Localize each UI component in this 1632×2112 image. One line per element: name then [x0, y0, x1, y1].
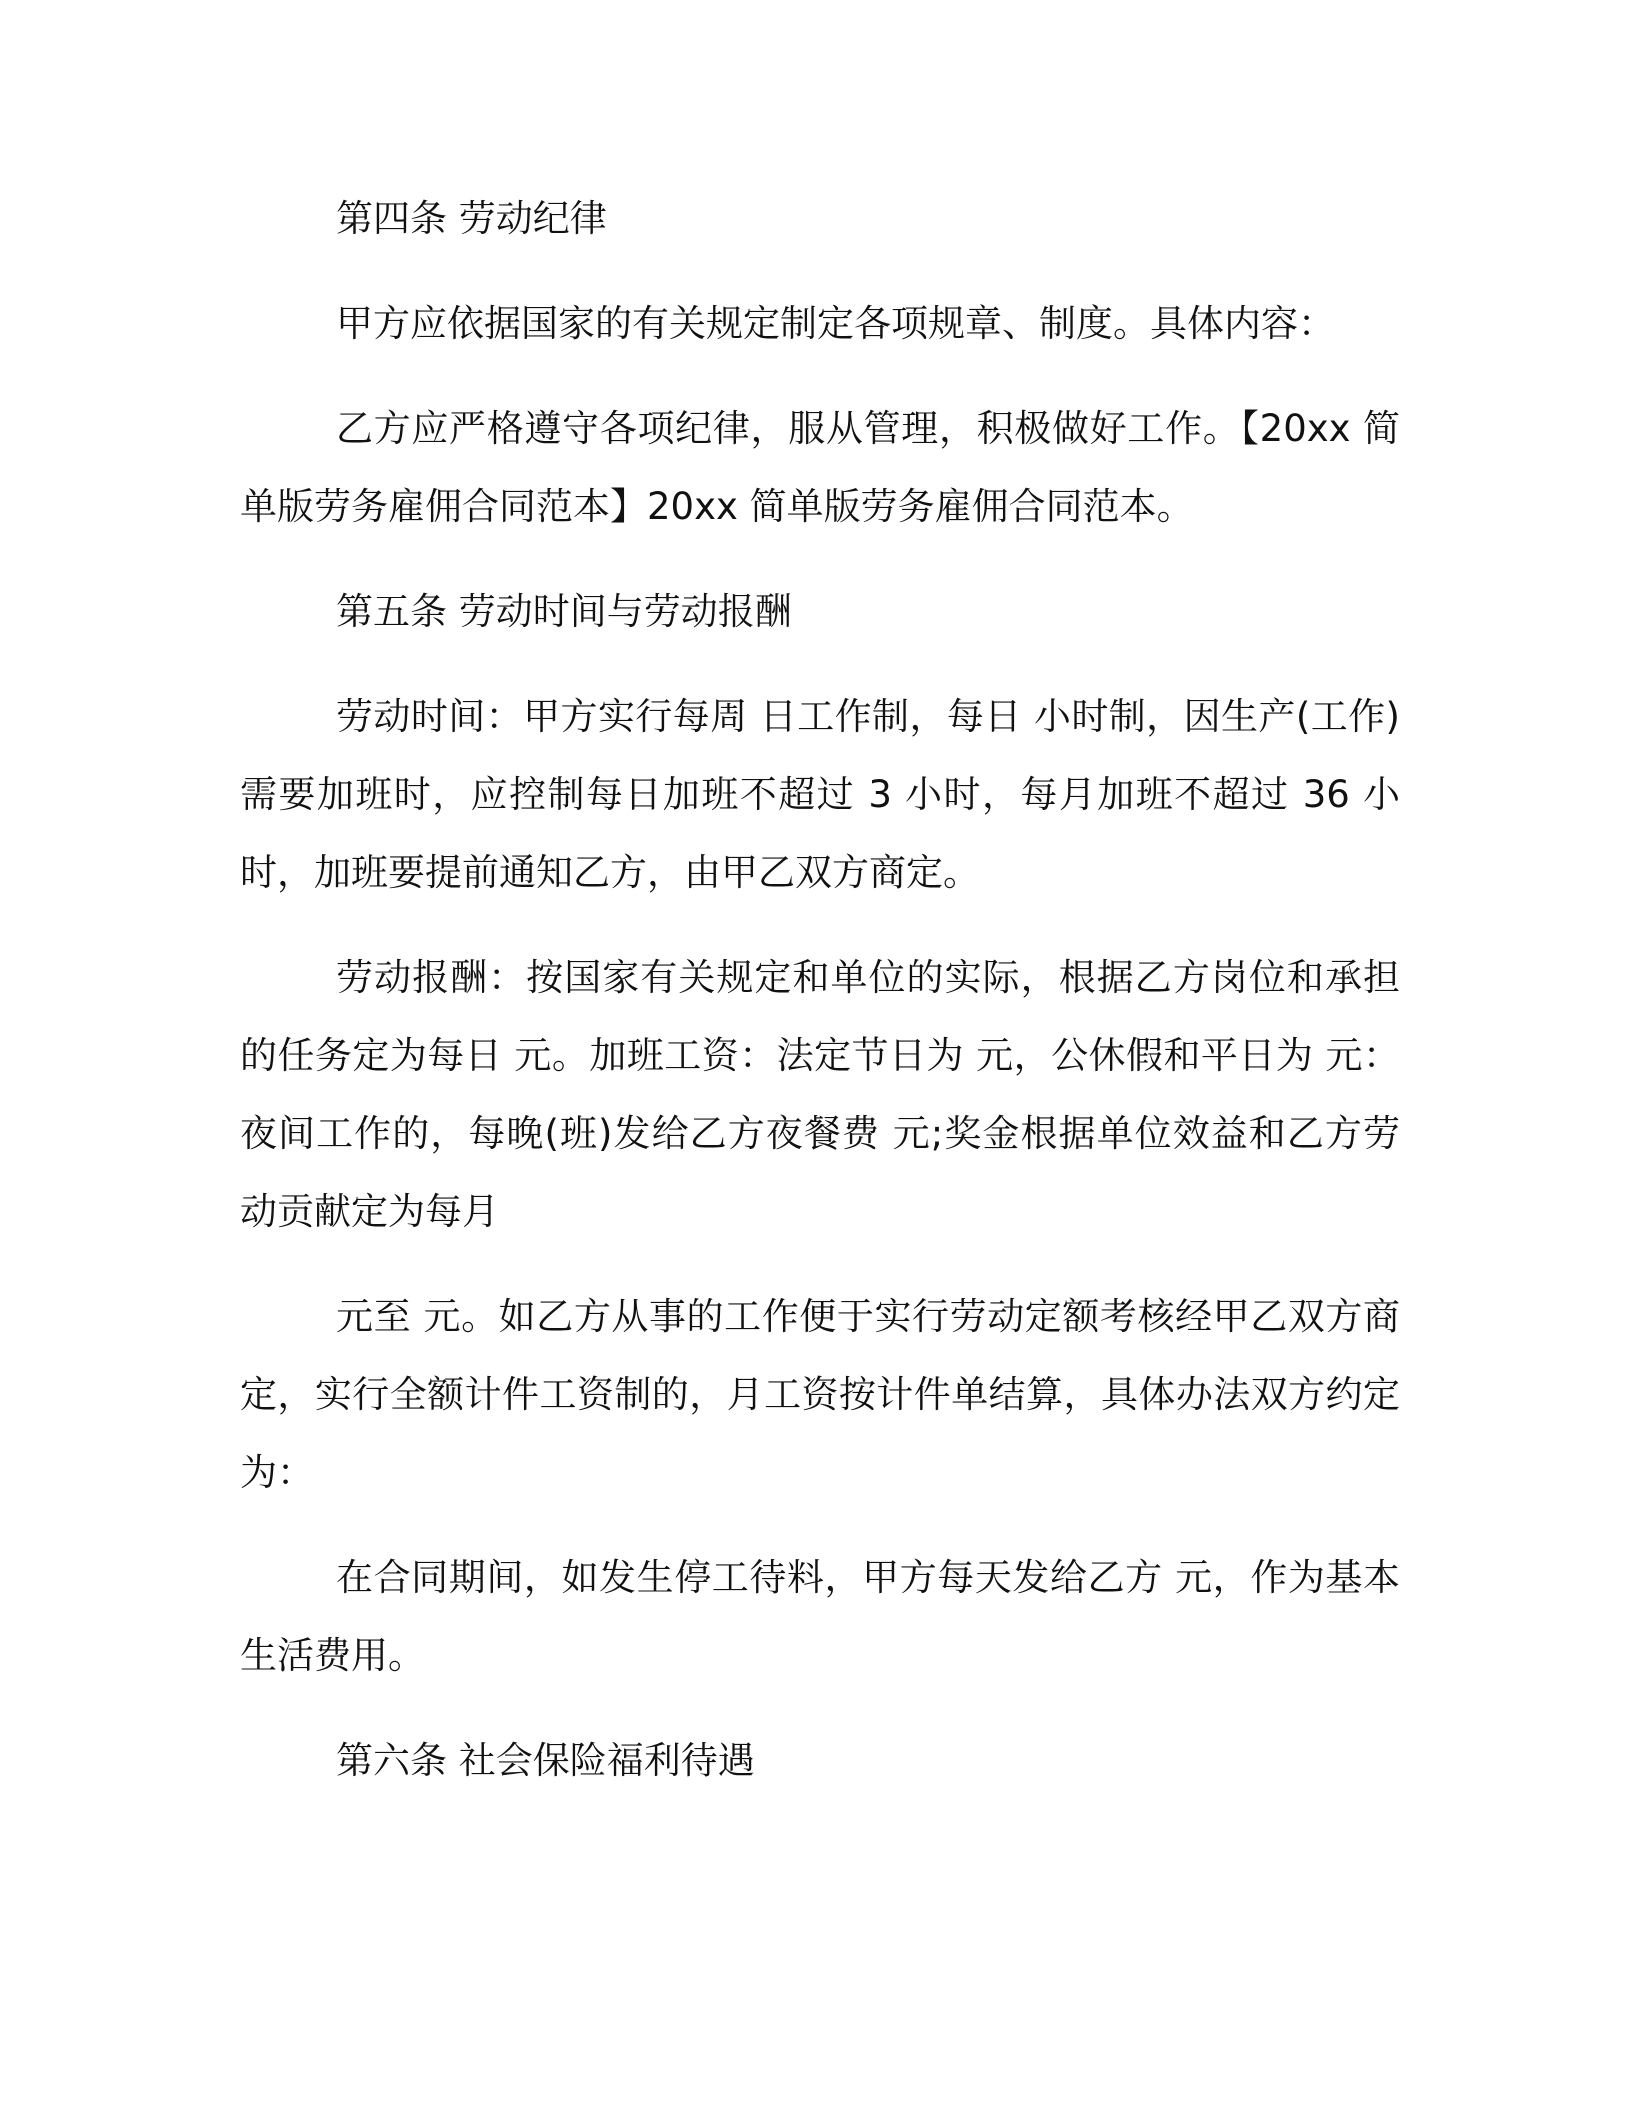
article6-heading: 第六条 社会保险福利待遇: [336, 1739, 755, 1782]
article5-paragraph-3: 元至 元。如乙方从事的工作便于实行劳动定额考核经甲乙双方商定，实行全额计件工资制的，月工资按计件单结算，具体办法双方约定为：: [240, 1295, 1400, 1494]
article4-heading: 第四条 劳动纪律: [336, 197, 607, 240]
article5-paragraph-4: 在合同期间，如发生停工待料，甲方每天发给乙方 元，作为基本生活费用。: [240, 1556, 1400, 1677]
article5-paragraph-2: 劳动报酬：按国家有关规定和单位的实际，根据乙方岗位和承担的任务定为每日 元。加班工资：法定节日为 元，公休假和平日为 元：夜间工作的，每晚(班)发给乙方夜餐费 元;奖金根据单位效益和乙方劳动贡献定为每月: [240, 956, 1400, 1233]
document-body: [240, 180, 1400, 1827]
article5-heading: 第五条 劳动时间与劳动报酬: [336, 590, 792, 633]
article4-paragraph-1: 甲方应依据国家的有关规定制定各项规章、制度。具体内容：: [336, 302, 1335, 345]
article5-paragraph-1: 劳动时间：甲方实行每周 日工作制，每日 小时制，因生产(工作)需要加班时，应控制每日加班不超过 3 小时，每月加班不超过 36 小时，加班要提前通知乙方，由甲乙双方商定。: [240, 695, 1400, 894]
article4-paragraph-2: 乙方应严格遵守各项纪律，服从管理，积极做好工作。【20xx 简单版劳务雇佣合同范本】20xx 简单版劳务雇佣合同范本。: [240, 407, 1400, 528]
